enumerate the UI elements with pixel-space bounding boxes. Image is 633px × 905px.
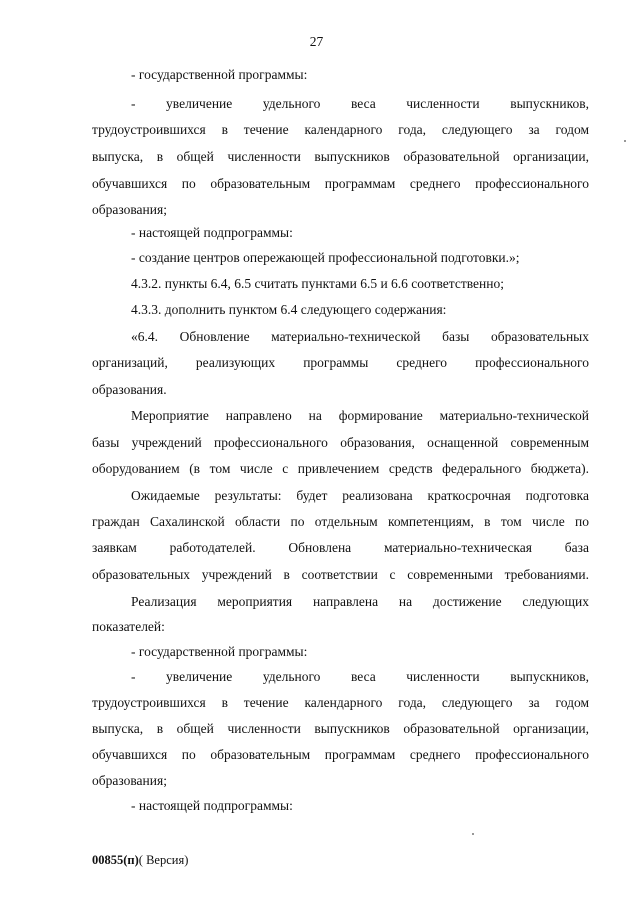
- text-line: Ожидаемые результаты: будет реализована краткосрочная подготовка: [131, 488, 589, 503]
- text-line: - увеличение удельного веса численности выпускников,: [131, 96, 589, 111]
- text-line: - увеличение удельного веса численности выпускников,: [131, 669, 589, 684]
- text-line: трудоустроившихся в течение календарного года, следующего за годом: [92, 122, 589, 137]
- scan-speck: [472, 833, 474, 835]
- text-line: образования;: [92, 773, 167, 788]
- text-line: Реализация мероприятия направлена на достижение следующих: [131, 594, 589, 609]
- text-line: «6.4. Обновление материально-технической базы образовательных: [131, 329, 589, 344]
- text-line: 4.3.3. дополнить пунктом 6.4 следующего содержания:: [131, 302, 447, 317]
- text-line: образовательных учреждений в соответствии с современными требованиями.: [92, 567, 589, 582]
- text-line: заявкам работодателей. Обновлена материально-техническая база: [92, 540, 589, 555]
- scan-speck: [624, 140, 626, 142]
- text-line: 4.3.2. пункты 6.4, 6.5 считать пунктами 6.5 и 6.6 соответственно;: [131, 276, 504, 291]
- text-line: - создание центров опережающей профессиональной подготовки.»;: [131, 250, 520, 265]
- text-line: - государственной программы:: [131, 644, 308, 659]
- document-footer: [92, 853, 188, 868]
- text-line: трудоустроившихся в течение календарного года, следующего за годом: [92, 695, 589, 710]
- text-line: выпуска, в общей численности выпускников образовательной организации,: [92, 149, 589, 164]
- page-number: 27: [309, 34, 324, 49]
- document-code: 00855(п): [92, 853, 139, 867]
- text-line: обучавшихся по образовательным программам среднего профессионального: [92, 747, 589, 762]
- text-line: образования;: [92, 202, 167, 217]
- text-line: - настоящей подпрограммы:: [131, 798, 293, 813]
- text-line: граждан Сахалинской области по отдельным компетенциям, в том числе по: [92, 514, 589, 529]
- document-version: ( Версия): [138, 853, 189, 867]
- text-line: - государственной программы:: [131, 67, 308, 82]
- text-line: оборудованием (в том числе с привлечением средств федерального бюджета).: [92, 461, 589, 476]
- text-line: базы учреждений профессионального образования, оснащенной современным: [92, 435, 589, 450]
- text-line: - настоящей подпрограммы:: [131, 225, 293, 240]
- text-line: организаций, реализующих программы среднего профессионального: [92, 355, 589, 370]
- text-line: обучавшихся по образовательным программам среднего профессионального: [92, 176, 589, 191]
- text-line: Мероприятие направлено на формирование материально-технической: [131, 408, 589, 423]
- text-line: показателей:: [92, 619, 165, 634]
- text-line: выпуска, в общей численности выпускников образовательной организации,: [92, 721, 589, 736]
- text-line: образования.: [92, 382, 167, 397]
